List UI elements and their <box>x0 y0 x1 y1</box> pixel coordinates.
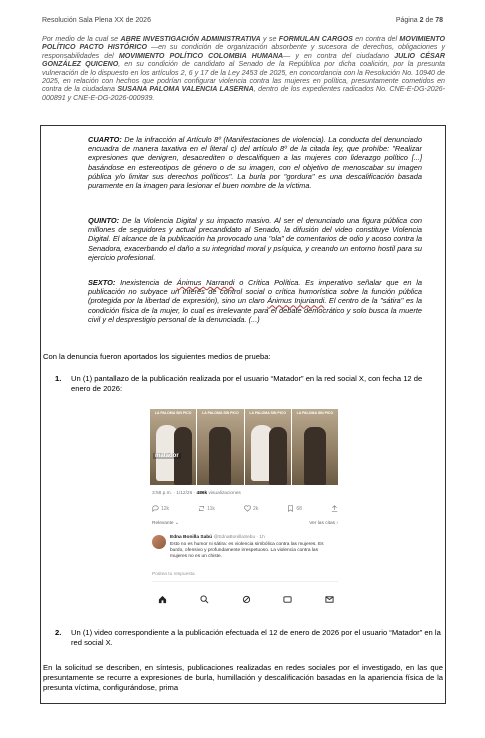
reply-text: Esto no es humor ni sátira: es violencia simbólica contra las mujeres. Es burdo, ofensivo y profundamente irrespetuoso. La violencia contra las mujeres no es un chiste. <box>170 542 324 559</box>
tweet-photo: LA PALOMA SIN PICO <box>197 409 243 485</box>
page-number: Página 2 de 78 <box>395 17 443 24</box>
view-quotes-link[interactable]: Ver las citas › <box>309 521 338 526</box>
tweet-photo: LA PALOMA SIN PICO <box>245 409 291 485</box>
reply-sort-bar <box>152 521 338 526</box>
share-button[interactable] <box>331 505 338 512</box>
heart-icon <box>244 505 251 512</box>
tweet-actions <box>152 505 338 512</box>
closing-paragraph: En la solicitud se describen, en síntesis, publicaciones realizadas en redes sociales por el investigado, en las que presuntamente se recurre a expresiones de burla, humillación y descalificación basadas en la apariencia física de la presunta víctima, configurándose, prima <box>43 663 443 692</box>
home-icon[interactable] <box>158 595 167 604</box>
quote-quinto: QUINTO: De la Violencia Digital y su impacto masivo. Al ser el denunciado una figura pública con millones de seguidores y actual precandidato al Senado, la difusión del video constituye Violencia Digital. El alcance de la publicación ha provocado una "ola" de comentarios de odio y acoso contra la Senadora, exacerbando el daño a su integridad moral y psíquica, y creando un entorno hostil para su ejercicio profesional. <box>88 216 422 262</box>
reply-compose-input[interactable]: Postea tu respuesta <box>152 569 338 582</box>
mail-icon[interactable] <box>325 595 334 604</box>
evidence-intro: Con la denuncia fueron aportados los siguientes medios de prueba: <box>43 352 271 361</box>
grok-icon[interactable] <box>242 595 251 604</box>
document-title: Resolución Sala Plena XX de 2026 <box>42 17 151 24</box>
like-button[interactable]: 2k <box>244 505 258 512</box>
bookmark-icon <box>287 505 294 512</box>
bottom-nav <box>158 595 334 604</box>
reply-button[interactable]: 12k <box>152 505 169 512</box>
tweet-screenshot <box>144 409 344 617</box>
reply-author: Edna Bonilla Sabú @EdnaBonillaSebu · 1h <box>170 535 265 540</box>
reply-icon <box>152 505 159 512</box>
search-icon[interactable] <box>200 595 209 604</box>
avatar[interactable] <box>152 535 166 549</box>
quote-sexto: SEXTO: Inexistencia de Ánimus Narrandi o Crítica Política. Es imperativo señalar que en la publicación no subyace un interés de control social o crítica humorística sobre la función pública (protegida por la libertad de expresión), sino un claro Ánimus Injuriandi. El centro de la "sátira" es la condición física de la mujer, lo cual es irrelevante para el debate democrático y solo busca la muerte civil y el desprestigio personal de la denunciada. (...) <box>88 278 422 324</box>
share-icon <box>331 505 338 512</box>
sort-dropdown[interactable]: Relevante ⌄ <box>152 521 179 526</box>
tweet-photo: LA PALOMA SIN PICO matador <box>150 409 196 485</box>
communities-icon[interactable] <box>283 595 292 604</box>
repost-icon <box>198 505 205 512</box>
resolution-preamble: Por medio de la cual se ABRE INVESTIGACIÓN ADMINISTRATIVA y se FORMULAN CARGOS en contra del MOVIMIENTO POLÍTICO PACTO HISTÓRICO —en su condición de organización absorbente y sucesora de derechos, obligaciones y responsabilidades del MOVIMIENTO POLÍTICO COLOMBIA HUMANA— y en contra del ciudadano JULIO CÉSAR GONZÁLEZ QUICENO, en su condición de candidato al Senado de la República por dicha coalición, por la presunta vulneración de lo dispuesto en los artículos 2, 6 y 17 de la Ley 2453 de 2025, en concordancia con la Resolución No. 10940 de 2025, en relación con hechos que podrían configurar violencia contra las mujeres en política, presuntamente cometidos en contra de la ciudadana SUSANA PALOMA VALENCIA LASERNA, dentro de los expedientes radicados No. CNE-E-DG-2026-000891 y CNE-E-DG-2026-000939. <box>42 35 446 102</box>
tweet-photos <box>150 409 338 485</box>
repost-button[interactable]: 11k <box>198 505 215 512</box>
tweet-photo: LA PALOMA SIN PICO <box>292 409 338 485</box>
tweet-meta: 3:58 p.m. · 1/12/26 · 486k visualizaciones <box>152 491 241 496</box>
bookmark-button[interactable]: 68 <box>287 505 302 512</box>
quote-cuarto: CUARTO: De la infracción al Artículo 8º (Manifestaciones de violencia). La conducta del denunciado encuadra de manera taxativa en el literal c) del artículo 8º de la citada ley, que prohíbe: "Realizar expresiones que denigren, desacrediten o descalifiquen a las mujeres con liderazgo político [...] basándose en estereotipos de género o de su imagen, con el objetivo de menoscabar su imagen pública y/o limitar sus derechos políticos". La burla por "gordura" es una descalificación basada puramente en la imagen para lesionar el buen nombre de la víctima. <box>88 135 422 191</box>
